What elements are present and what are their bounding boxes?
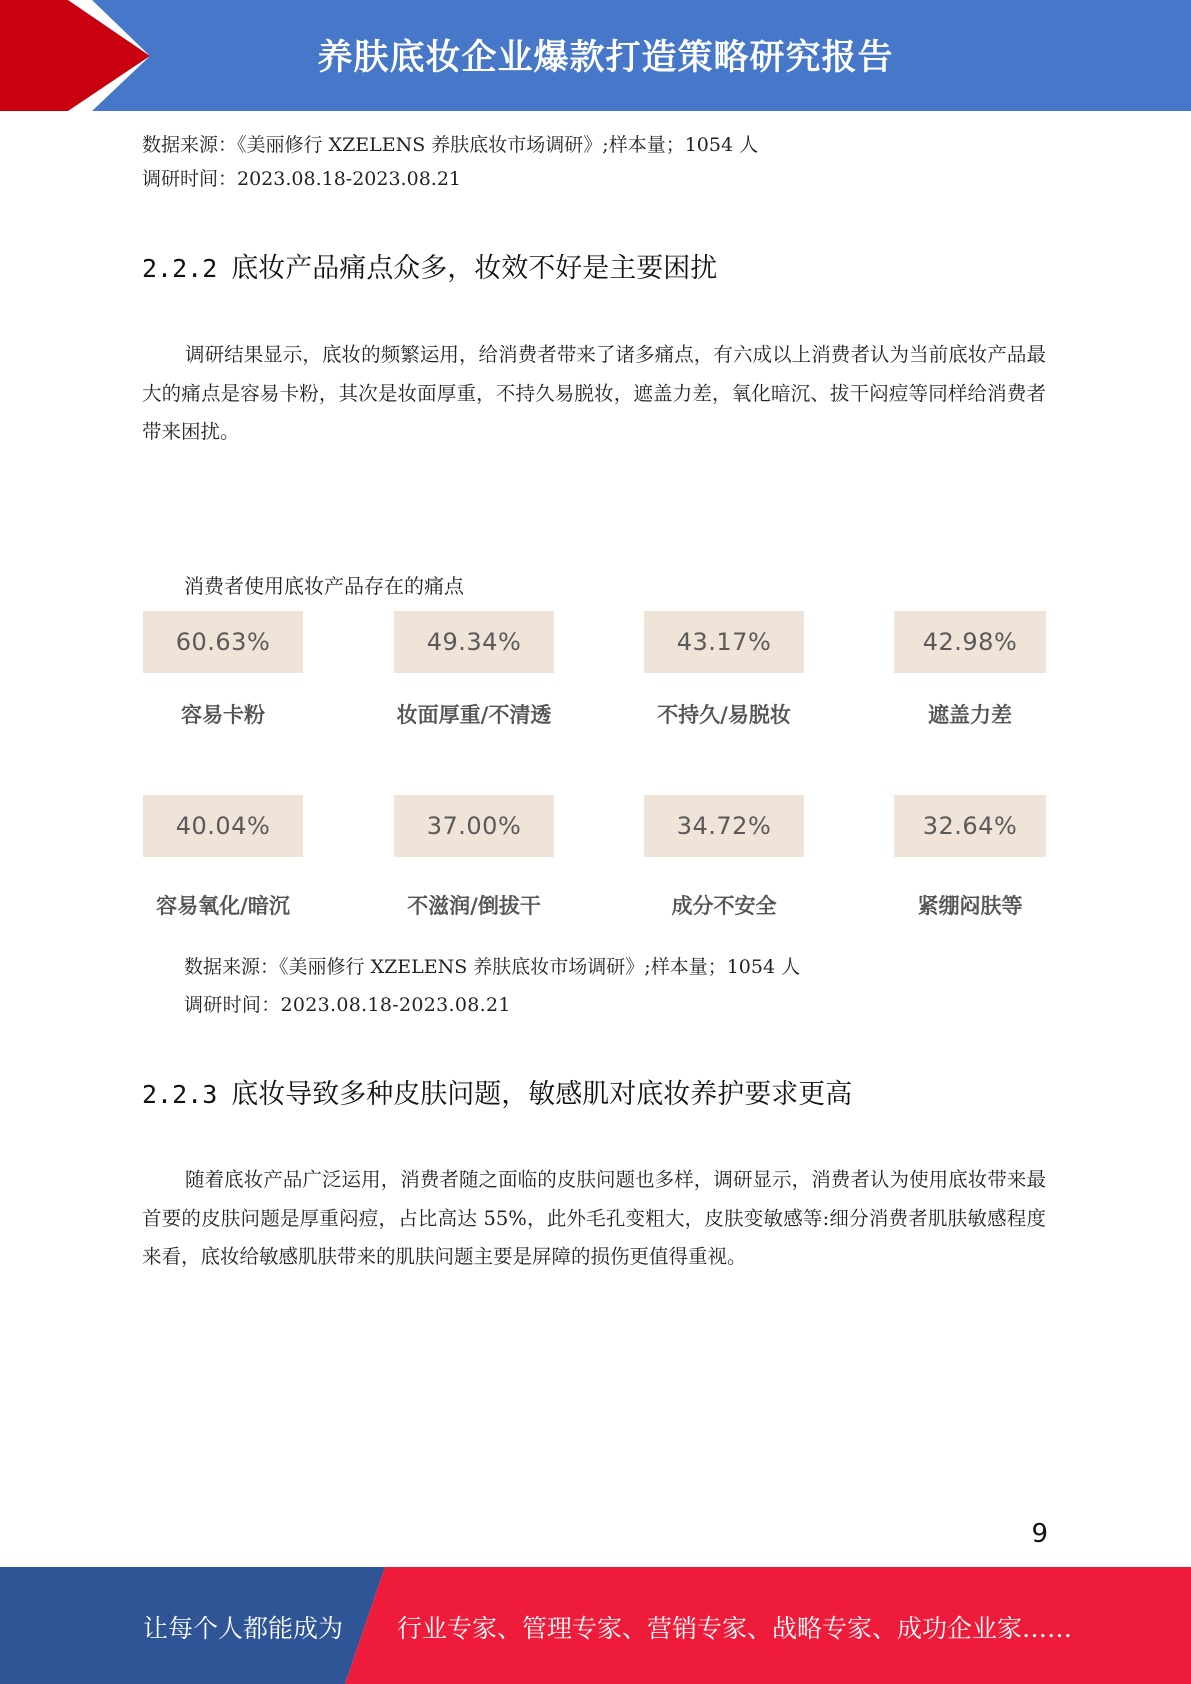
page-number: 9 xyxy=(1031,1519,1048,1549)
pain-point-card xyxy=(894,795,1046,918)
chart-survey-date-line: 调研时间：2023.08.18-2023.08.21 xyxy=(184,994,511,1016)
pain-point-card xyxy=(394,611,554,727)
section-number: 2.2.2 xyxy=(142,254,218,283)
page-header xyxy=(0,0,1191,111)
pain-point-percentage: 40.04% xyxy=(143,795,303,857)
page-footer xyxy=(0,1567,1191,1684)
pain-point-card xyxy=(143,795,303,918)
section-paragraph: 随着底妆产品广泛运用，消费者随之面临的皮肤问题也多样，调研显示，消费者认为使用底妆带来最首要的皮肤问题是厚重闷痘，占比高达 55%，此外毛孔变粗大，皮肤变敏感等:细分消费者肌肤敏感程度来看，底妆给敏感肌肤带来的肌肤问题主要是屏障的损伤更值得重视。 xyxy=(142,1168,1046,1268)
section-heading-2-2-3 xyxy=(142,1072,852,1111)
pain-point-percentage: 60.63% xyxy=(143,611,303,673)
section-number: 2.2.3 xyxy=(142,1080,218,1109)
section-heading-2-2-2 xyxy=(142,246,717,285)
pain-point-card xyxy=(394,795,554,918)
pain-point-label: 紧绷闷肤等 xyxy=(917,894,1023,918)
chart-title: 消费者使用底妆产品存在的痛点 xyxy=(184,574,464,598)
survey-date-line: 调研时间：2023.08.18-2023.08.21 xyxy=(142,168,461,190)
report-title: 养肤底妆企业爆款打造策略研究报告 xyxy=(317,38,894,78)
pain-point-label: 妆面厚重/不清透 xyxy=(396,703,552,727)
chart-source-line: 数据来源：《美丽修行 XZELENS 养肤底妆市场调研》;样本量；1054 人 xyxy=(184,956,801,978)
footer-tagline: 行业专家、管理专家、营销专家、战略专家、成功企业家…… xyxy=(397,1614,1073,1643)
pain-point-card xyxy=(894,611,1046,727)
pain-point-percentage: 43.17% xyxy=(644,611,804,673)
pain-point-label: 不滋润/倒拔干 xyxy=(407,894,541,918)
pain-point-label: 不持久/易脱妆 xyxy=(657,703,791,727)
source-line: 数据来源：《美丽修行 XZELENS 养肤底妆市场调研》;样本量；1054 人 xyxy=(142,134,759,156)
pain-point-card xyxy=(143,611,303,727)
pain-point-percentage: 42.98% xyxy=(894,611,1046,673)
section-paragraph: 调研结果显示，底妆的频繁运用，给消费者带来了诸多痛点，有六成以上消费者认为当前底妆产品最大的痛点是容易卡粉，其次是妆面厚重，不持久易脱妆，遮盖力差，氧化暗沉、拔干闷痘等同样给消费者带来困扰。 xyxy=(142,343,1046,443)
pain-point-card xyxy=(644,795,804,918)
section-title: 底妆产品痛点众多，妆效不好是主要困扰 xyxy=(231,253,718,284)
pain-point-percentage: 49.34% xyxy=(394,611,554,673)
pain-point-card xyxy=(644,611,804,727)
section-title: 底妆导致多种皮肤问题，敏感肌对底妆养护要求更高 xyxy=(231,1079,853,1110)
pain-point-percentage: 32.64% xyxy=(894,795,1046,857)
pain-point-label: 成分不安全 xyxy=(671,894,777,918)
footer-slogan: 让每个人都能成为 xyxy=(143,1614,344,1643)
pain-point-percentage: 34.72% xyxy=(644,795,804,857)
pain-point-percentage: 37.00% xyxy=(394,795,554,857)
pain-point-label: 容易氧化/暗沉 xyxy=(156,894,290,918)
pain-point-label: 容易卡粉 xyxy=(181,703,265,727)
pain-point-label: 遮盖力差 xyxy=(928,703,1012,727)
